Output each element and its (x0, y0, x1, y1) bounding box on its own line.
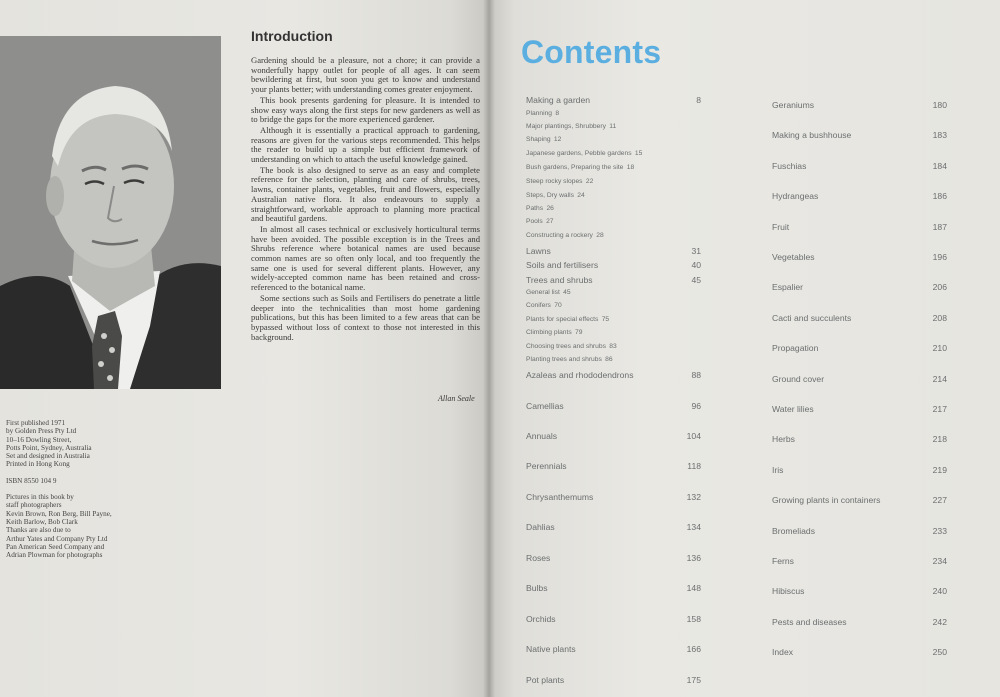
intro-paragraph: Although it is essentially a practical approach to gardening, reasons are given for the various steps recommended. This helps the reader to build up a simple but efficient framework of understanding on which to attach the useful knowledge gained. (251, 124, 480, 165)
imprint-line: by Golden Press Pty Ltd (6, 427, 77, 436)
imprint-line: 10–16 Dowling Street, (6, 435, 72, 444)
imprint-line: Potts Point, Sydney, Australia (6, 443, 92, 452)
contents-entry-page: 8 (696, 95, 701, 105)
contents-entry-page: 180 (932, 100, 947, 110)
contents-entry-title: Espalier (772, 282, 804, 293)
contents-entry-title: Pot plants (526, 675, 565, 685)
contents-entry-page: 88 (691, 370, 701, 380)
credit-line: Pictures in this book by (6, 493, 74, 502)
book-gutter (483, 0, 495, 697)
contents-entry-title: Dahlias (526, 522, 555, 532)
contents-entry-title: Steps, Dry walls 24 (526, 192, 585, 199)
intro-paragraph: This book presents gardening for pleasure. It is intended to show easy ways along the first steps for new gardeners as well as to bridge the gaps for the more experienced gardener. (251, 94, 480, 125)
contents-entry-page: 134 (686, 522, 701, 532)
contents-entry-title: Index (772, 647, 794, 658)
contents-entry-page: 118 (687, 461, 701, 471)
contents-entry-title: Making a garden (526, 95, 591, 105)
contents-entry-title: Soils and fertilisers (526, 260, 599, 270)
contents-entry-title: Camellias (526, 401, 564, 411)
contents-entry-title: Shaping 12 (526, 136, 562, 143)
contents-entry-title: Constructing a rockery 28 (526, 232, 604, 239)
credit-line: Thanks are also due to (6, 526, 71, 535)
contents-entry-page: 96 (691, 401, 701, 411)
contents-entry-title: Growing plants in containers (772, 495, 881, 506)
isbn: ISBN 8550 104 9 (6, 476, 57, 485)
contents-entry-title: Major plantings, Shrubbery 11 (526, 123, 617, 130)
contents-entry-page: 218 (932, 434, 947, 445)
contents-entry-title: Perennials (526, 461, 567, 471)
contents-entry-title: Planting trees and shrubs 86 (526, 356, 613, 363)
contents-entry-title: Pests and diseases (772, 616, 847, 627)
contents-entry-title: Trees and shrubs (526, 275, 593, 285)
contents-entry-page: 186 (932, 191, 947, 202)
imprint-line: First published 1971 (6, 419, 66, 427)
contents-entry-page: 250 (932, 647, 947, 658)
contents-entry-page: 208 (932, 312, 947, 323)
contents-entry-page: 210 (932, 343, 947, 354)
contents-entry-title: Geraniums (772, 100, 815, 110)
contents-entry-page: 206 (932, 282, 947, 293)
contents-entry-title: Bulbs (526, 583, 548, 593)
author-signature: Allan Seale (438, 394, 475, 403)
contents-entry-page: 234 (932, 556, 947, 566)
contents-entry-title: Hydrangeas (772, 191, 819, 202)
contents-entry-title: Propagation (772, 343, 819, 354)
contents-entry-title: Hibiscus (772, 586, 805, 597)
contents-entry-title: Lawns (526, 246, 551, 256)
contents-heading: Contents (521, 34, 662, 70)
contents-entry-title: Native plants (526, 644, 576, 654)
publication-imprint (6, 419, 186, 559)
contents-entry-title: Herbs (772, 434, 795, 445)
contents-entry-page: 240 (932, 586, 947, 597)
contents-entry-title: Iris (772, 464, 784, 475)
imprint-line: Set and designed in Australia (6, 452, 90, 461)
contents-entry-page: 104 (686, 431, 701, 441)
contents-entry-title: Orchids (526, 614, 556, 624)
imprint-line: Printed in Hong Kong (6, 460, 70, 469)
contents-entry-title: Conifers 70 (526, 302, 562, 309)
contents-entry-title: Fuschias (772, 160, 807, 171)
contents-entry-title: Ground cover (772, 373, 825, 384)
contents-entry-title: Planning 8 (526, 110, 560, 117)
credit-line: Keith Barlow, Bob Clark (6, 517, 78, 526)
contents-entry-title: Bromeliads (772, 525, 815, 536)
contents-entry-title: Ferns (772, 556, 794, 566)
contents-entry-page: 187 (932, 221, 947, 232)
contents-entry-title: Plants for special effects 75 (526, 316, 610, 323)
contents-entry-page: 136 (686, 553, 701, 563)
contents-entry-page: 166 (686, 644, 701, 654)
credit-line: staff photographers (6, 501, 62, 510)
contents-entry-page: 158 (686, 614, 701, 624)
author-portrait (0, 36, 221, 389)
credit-line: Pan American Seed Company and (6, 542, 105, 551)
intro-paragraph: The book is also designed to serve as an easy and complete reference for the selection, planting and care of shrubs, trees, lawns, container plants, vegetables, fruit and flowers, especially Australian native flora. It also endeavours to supply a straightforward, workable approach to planning more practical and beautiful gardens. (251, 164, 480, 224)
contents-entry-title: Bush gardens, Preparing the site 18 (526, 164, 635, 171)
contents-entry-title: Cacti and succulents (772, 312, 852, 323)
contents-entry-page: 184 (932, 160, 947, 171)
contents-entry-title: Paths 26 (526, 205, 554, 212)
contents-entry-title: Chrysanthemums (526, 492, 594, 502)
contents-column-2 (772, 100, 952, 660)
contents-entry-page: 45 (691, 275, 701, 285)
credit-line: Kevin Brown, Ron Berg, Bill Payne, (6, 509, 112, 518)
contents-entry-title: Choosing trees and shrubs 83 (526, 343, 617, 350)
contents-entry-title: Annuals (526, 431, 558, 441)
contents-entry-page: 183 (932, 130, 947, 141)
contents-entry-page: 31 (691, 246, 701, 256)
contents-entry-page: 196 (932, 252, 947, 262)
intro-paragraph: Some sections such as Soils and Fertilisers do penetrate a little deeper into the technicalities than most home gardening publications, but this has been limited to a few areas that can be bypassed without loss of context to those not interested in this background. (251, 292, 480, 342)
contents-entry-title: Steep rocky slopes 22 (526, 178, 594, 185)
contents-entry-title: Climbing plants 79 (526, 329, 583, 336)
introduction-text (251, 56, 480, 343)
contents-entry-page: 40 (691, 260, 701, 270)
contents-entry-page: 242 (932, 616, 947, 627)
contents-entry-title: Roses (526, 553, 551, 563)
contents-entry-title: Fruit (772, 221, 790, 232)
left-page (0, 0, 489, 697)
contents-entry-page: 227 (932, 495, 947, 506)
contents-entry-title: Japanese gardens, Pebble gardens 15 (526, 150, 643, 157)
contents-entry-page: 148 (686, 583, 701, 593)
contents-entry-page: 233 (932, 525, 947, 536)
contents-entry-page: 132 (686, 492, 701, 502)
contents-entry-title: Making a bushhouse (772, 130, 852, 141)
contents-entry-page: 175 (686, 675, 701, 685)
contents-entry-page: 214 (932, 373, 947, 384)
contents-column-1 (526, 95, 706, 695)
contents-entry-title: General list 45 (526, 289, 571, 296)
contents-entry-page: 219 (932, 464, 947, 475)
introduction-heading: Introduction (251, 28, 333, 44)
contents-entry-title: Water lilies (772, 404, 814, 414)
credit-line: Arthur Yates and Company Pty Ltd (6, 534, 108, 543)
contents-entry-title: Azaleas and rhododendrons (526, 370, 634, 380)
intro-paragraph: In almost all cases technical or exclusively horticultural terms have been avoided. The possible exception is in the Trees and Shrubs reference where botanical names are used because common names are so often only local, and too frequently the same one is used for several different plants. However, any widely-accepted common name has been retained and cross-referenced to the botanical name. (251, 223, 480, 293)
contents-entry-page: 217 (932, 404, 947, 414)
contents-entry-title: Pools 27 (526, 218, 554, 225)
contents-entry-title: Vegetables (772, 252, 815, 262)
credit-line: Adrian Plowman for photographs (6, 551, 103, 560)
intro-paragraph: Gardening should be a pleasure, not a chore; it can provide a wonderfully happy outlet for people of all ages. It can seem bewildering at first, but soon you get to know and understand your plants better; with understanding comes greater enjoyment. (251, 55, 480, 95)
